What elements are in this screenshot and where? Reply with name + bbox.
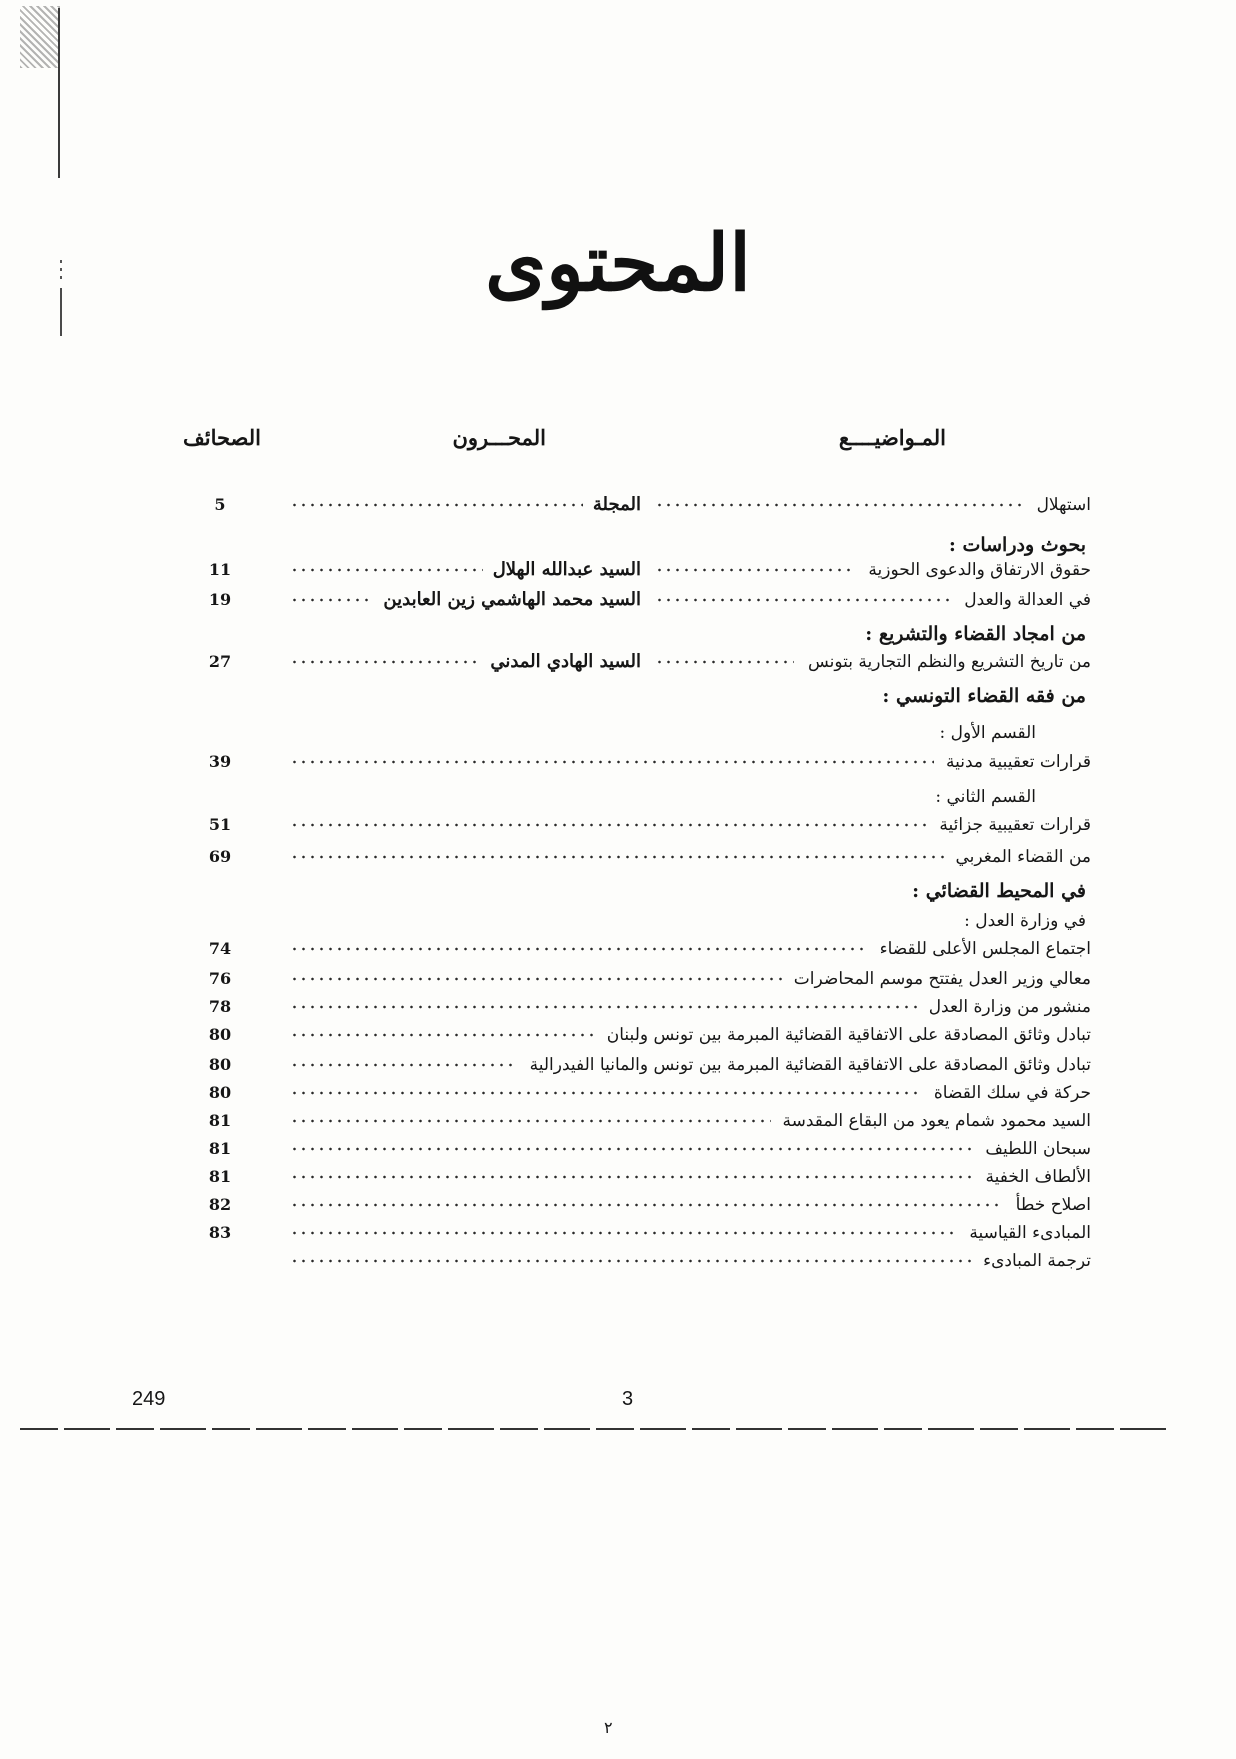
entry-title: من فقه القضاء التونسي :	[882, 685, 1086, 707]
dot-leader	[655, 597, 950, 603]
dot-leader	[290, 1004, 917, 1010]
toc-entry	[0, 1246, 1236, 1276]
toc-entry	[0, 810, 1236, 840]
dot-leader	[655, 567, 854, 573]
entry-title: استهلال	[1036, 495, 1091, 515]
entry-title: اجتماع المجلس الأعلى للقضاء	[879, 939, 1091, 959]
entry-title: من القضاء المغربي	[955, 847, 1091, 867]
entry-title: الألطاف الخفية	[985, 1167, 1091, 1187]
entry-page-number: 80	[208, 1083, 232, 1102]
entry-page-number: 27	[208, 652, 232, 671]
header-pages: الصحائف	[183, 425, 261, 450]
entry-page-number: 5	[214, 495, 226, 514]
entry-title: حركة في سلك القضاة	[933, 1083, 1091, 1103]
entry-title: في العدالة والعدل	[964, 590, 1091, 610]
toc-entry	[0, 992, 1236, 1022]
toc-entry	[0, 842, 1236, 872]
entry-page-number: 83	[208, 1223, 232, 1242]
entry-title: معالي وزير العدل يفتتح موسم المحاضرات	[793, 969, 1091, 989]
footer-rule	[20, 1428, 1170, 1430]
entry-page-number: 39	[208, 752, 232, 771]
entry-author: المجلة	[592, 494, 641, 515]
header-authors: المحـــرون	[452, 425, 546, 450]
dot-leader	[655, 659, 794, 665]
entry-title: ترجمة المبادىء	[983, 1251, 1091, 1271]
entry-title: القسم الأول :	[939, 723, 1036, 743]
bottom-mark: ٢	[604, 1718, 613, 1737]
toc-subheading	[0, 718, 1236, 748]
entry-title: في وزارة العدل :	[964, 911, 1086, 931]
toc-entry	[0, 1134, 1236, 1164]
page-title: المحتوى	[485, 218, 751, 309]
toc-entry	[0, 934, 1236, 964]
entry-title: قرارات تعقيبية مدنية	[945, 752, 1091, 772]
dot-leader	[290, 1032, 595, 1038]
dot-leader	[290, 1090, 922, 1096]
entry-title: قرارات تعقيبية جزائية	[939, 815, 1091, 835]
entry-page-number: 76	[208, 969, 232, 988]
entry-author: السيد محمد الهاشمي زين العابدين	[383, 589, 641, 610]
column-headers	[0, 425, 1236, 465]
toc-entry	[0, 1218, 1236, 1248]
entry-title: من امجاد القضاء والتشريع :	[865, 623, 1086, 645]
header-topics: المـواضيــــع	[838, 425, 946, 450]
entry-page-number: 81	[208, 1167, 232, 1186]
dot-leader	[290, 1202, 1004, 1208]
entry-page-number: 74	[208, 939, 232, 958]
entry-title: السيد محمود شمام يعود من البقاع المقدسة	[782, 1111, 1091, 1131]
dot-leader	[290, 659, 480, 665]
toc-entry	[0, 555, 1236, 585]
footer-page-number: 3	[622, 1388, 634, 1410]
toc-entry	[0, 1106, 1236, 1136]
toc-entry	[0, 1020, 1236, 1050]
entry-page-number: 81	[208, 1111, 232, 1130]
entry-title: اصلاح خطأ	[1015, 1195, 1091, 1215]
entry-title: القسم الثاني :	[935, 787, 1036, 807]
toc-entry	[0, 964, 1236, 994]
entry-page-number: 19	[208, 590, 232, 609]
toc-entry	[0, 647, 1236, 677]
entry-page-number: 11	[208, 560, 232, 579]
dot-leader	[290, 1174, 974, 1180]
dot-leader	[290, 597, 373, 603]
entry-title: سبحان اللطيف	[985, 1139, 1091, 1159]
entry-title: المبادىء القياسية	[969, 1223, 1091, 1243]
toc-entry	[0, 585, 1236, 615]
entry-page-number: 78	[208, 997, 232, 1016]
dot-leader	[290, 502, 583, 508]
toc-subheading	[0, 782, 1236, 812]
entry-title: منشور من وزارة العدل	[928, 997, 1091, 1017]
toc-entry	[0, 490, 1236, 520]
dot-leader	[290, 822, 927, 828]
dot-leader	[290, 567, 483, 573]
entry-page-number: 81	[208, 1139, 232, 1158]
dot-leader	[290, 1146, 973, 1152]
toc-entry	[0, 1162, 1236, 1192]
dot-leader	[290, 759, 934, 765]
entry-page-number: 51	[208, 815, 232, 834]
dot-leader	[655, 502, 1023, 508]
entry-author: السيد عبدالله الهلال	[492, 559, 641, 580]
footer-left-number: 249	[132, 1388, 166, 1410]
toc-entry	[0, 1050, 1236, 1080]
dot-leader	[290, 1118, 771, 1124]
dot-leader	[290, 1062, 518, 1068]
toc-section-heading	[0, 619, 1236, 649]
dot-leader	[290, 1258, 971, 1264]
scan-noise-artifact	[20, 6, 60, 68]
entry-title: بحوث ودراسات :	[948, 534, 1086, 556]
entry-page-number: 82	[208, 1195, 232, 1214]
dot-leader	[290, 946, 868, 952]
entry-page-number: 80	[208, 1055, 232, 1074]
entry-page-number: 69	[208, 847, 232, 866]
toc-entry	[0, 1190, 1236, 1220]
dot-leader	[290, 1230, 957, 1236]
entry-title: حقوق الارتفاق والدعوى الحوزية	[868, 560, 1091, 580]
entry-page-number: 80	[208, 1025, 232, 1044]
toc-subheading	[0, 906, 1236, 936]
entry-title: من تاريخ التشريع والنظم التجارية بتونس	[807, 652, 1091, 672]
dot-leader	[290, 976, 782, 982]
toc-entry	[0, 1078, 1236, 1108]
scan-edge-line	[58, 8, 60, 178]
toc-section-heading	[0, 876, 1236, 906]
toc-section-heading	[0, 681, 1236, 711]
entry-title: تبادل وثائق المصادقة على الاتفاقية القضائية المبرمة بين تونس والمانيا الفيدرالية	[529, 1055, 1091, 1075]
entry-author: السيد الهادي المدني	[490, 651, 641, 672]
toc-entry	[0, 747, 1236, 777]
dot-leader	[290, 854, 944, 860]
entry-title: في المحيط القضائي :	[912, 880, 1086, 902]
entry-title: تبادل وثائق المصادقة على الاتفاقية القضائية المبرمة بين تونس ولبنان	[606, 1025, 1091, 1045]
